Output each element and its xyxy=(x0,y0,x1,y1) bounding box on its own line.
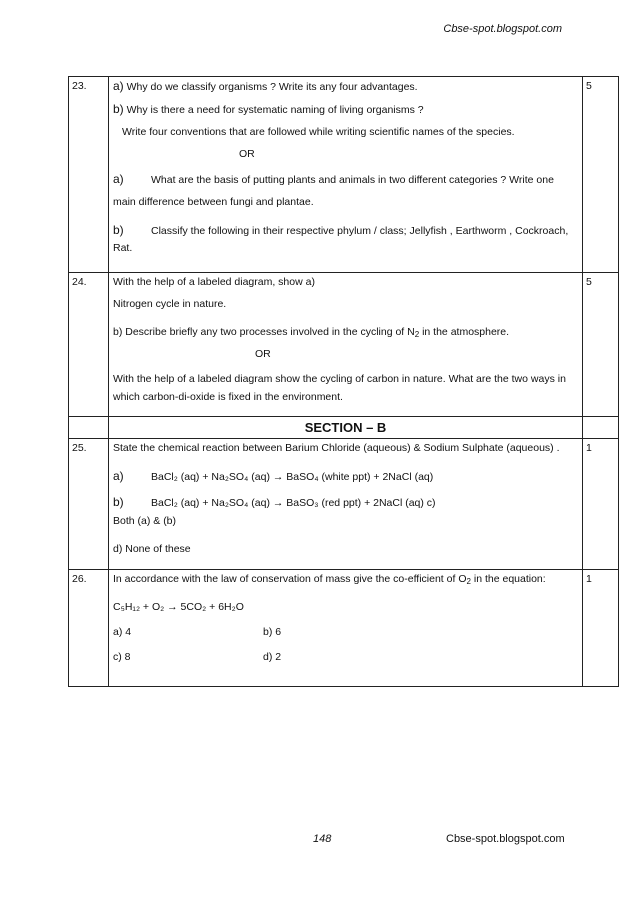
q24-alt1: With the help of a labeled diagram show the cycling of carbon in nature. What are the two ways in xyxy=(113,373,566,385)
marks: 1 xyxy=(583,439,619,570)
question-row-23 xyxy=(69,77,619,273)
q24-or: OR xyxy=(255,348,271,360)
question-body xyxy=(109,439,583,570)
section-heading: SECTION – B xyxy=(109,417,583,439)
page-number: 148 xyxy=(313,833,332,845)
section-cell-left xyxy=(69,417,109,439)
question-row-26 xyxy=(69,570,619,687)
q23-part-b: b) Why is there a need for systematic naming of living organisms ? xyxy=(113,102,424,116)
q24-line2: Nitrogen cycle in nature. xyxy=(113,298,227,310)
header-site: Cbse-spot.blogspot.com xyxy=(443,23,562,35)
marks: 5 xyxy=(583,77,619,273)
question-body xyxy=(109,273,583,417)
q23-or: OR xyxy=(239,148,255,160)
q26-question: In accordance with the law of conservation of mass give the co-efficient of $O_2$ in the equation: xyxy=(113,573,546,586)
q23-conventions: Write four conventions that are followed while writing scientific names of the species. xyxy=(122,126,515,138)
question-table xyxy=(68,76,619,687)
q24-alt2: which carbon-di-oxide is fixed in the environment. xyxy=(113,391,343,403)
q23-part-a: a) Why do we classify organisms ? Write its any four advantages. xyxy=(113,79,418,93)
q24-part-b: b) Describe briefly any two processes involved in the cycling of $N_2$ in the atmosphere. xyxy=(113,326,510,339)
question-number: 25. xyxy=(69,439,109,570)
q25-option-c: Both (a) & (b) xyxy=(113,515,177,527)
question-body xyxy=(109,570,583,687)
q23-alt-b-cont: Rat. xyxy=(113,242,133,254)
q23-alt-a: a) What are the basis of putting plants and animals in two different categories ? Write one xyxy=(113,172,554,186)
question-number: 23. xyxy=(69,77,109,273)
question-row-25 xyxy=(69,439,619,570)
section-row xyxy=(69,417,619,439)
q25-question: State the chemical reaction between Barium Chloride (aqueous) & Sodium Sulphate (aqueous) . xyxy=(113,442,560,454)
marks: 1 xyxy=(583,570,619,687)
q23-alt-a-cont: main difference between fungi and plantae. xyxy=(113,196,314,208)
question-body xyxy=(109,77,583,273)
q26-equation: C₅H₁₂ + O₂ → 5CO₂ + 6H₂O xyxy=(113,601,244,613)
marks: 5 xyxy=(583,273,619,417)
q25-option-a: a) BaCl₂ (aq) + Na₂SO₄ (aq) → BaSO₄ (white ppt) + 2NaCl (aq) xyxy=(113,469,434,483)
q25-option-d: d) None of these xyxy=(113,543,191,555)
q26-options-ab: a) 4 b) 6 xyxy=(113,626,282,638)
section-cell-right xyxy=(583,417,619,439)
q25-option-b: b) BaCl₂ (aq) + Na₂SO₄ (aq) → BaSO₃ (red ppt) + 2NaCl (aq) c) xyxy=(113,495,436,509)
q24-line1: With the help of a labeled diagram, show a) xyxy=(113,276,315,288)
question-number: 26. xyxy=(69,570,109,687)
footer-site: Cbse-spot.blogspot.com xyxy=(446,833,565,845)
question-number: 24. xyxy=(69,273,109,417)
question-row-24 xyxy=(69,273,619,417)
q23-alt-b: b) Classify the following in their respective phylum / class; Jellyfish , Earthworm , Cockroach, xyxy=(113,223,569,237)
q26-options-cd: c) 8 d) 2 xyxy=(113,651,282,663)
